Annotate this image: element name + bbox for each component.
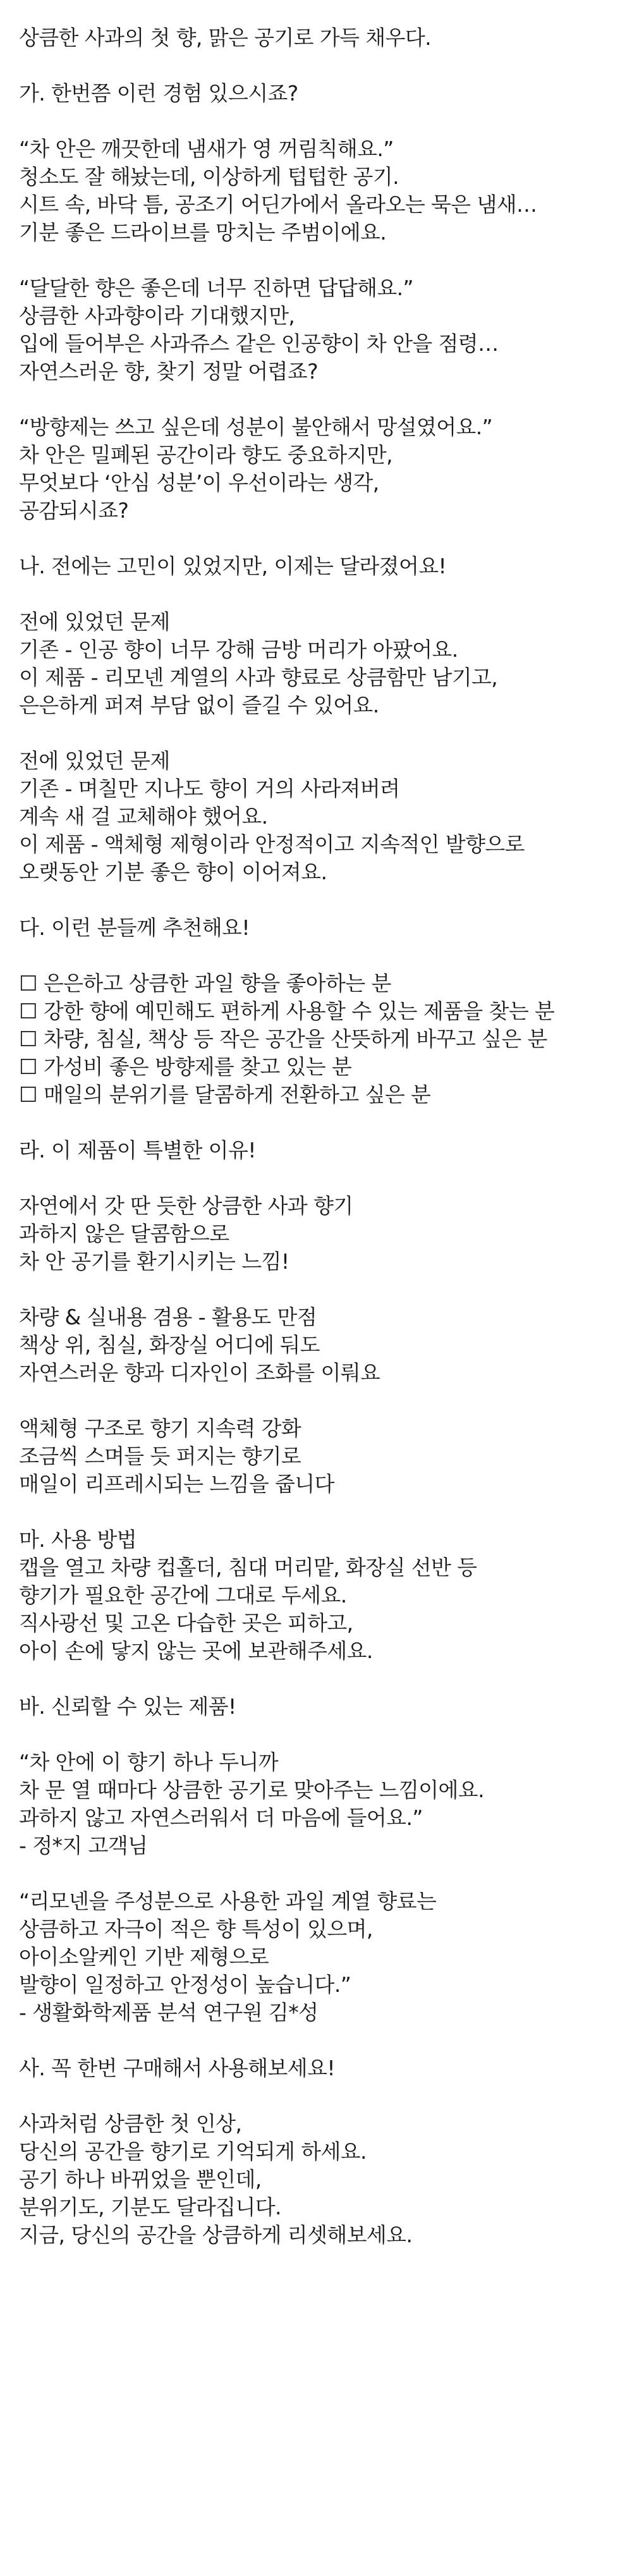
quote-line: 과하지 않고 자연스러워서 더 마음에 들어요.” [19, 1805, 423, 1830]
text-line: 공감되시죠? [19, 498, 129, 523]
text-line: 전에 있었던 문제 [19, 748, 170, 773]
checklist-item: ☐ 은은하고 상큼한 과일 향을 좋아하는 분 [19, 971, 391, 996]
section-heading-text: 나. 전에는 고민이 있었지만, 이제는 달라졌어요! [19, 554, 447, 578]
paragraph-gap [19, 107, 626, 135]
text-line: 매일이 리프레시되는 느낌을 줍니다 [19, 1472, 334, 1496]
before-after-duration-paragraph [19, 747, 626, 886]
quote-line: “달달한 향은 좋은데 너무 진하면 답답해요.” [19, 276, 414, 300]
text-line: 아이 손에 닿지 않는 곳에 보관해주세요. [19, 1639, 373, 1663]
section-heading-text: 바. 신뢰할 수 있는 제품! [19, 1694, 236, 1719]
recommendation-checklist [19, 970, 626, 1109]
text-line: 오랫동안 기분 좋은 향이 이어져요. [19, 860, 327, 884]
feature-liquid-paragraph [19, 1415, 626, 1498]
text-line: 조금씩 스며들 듯 퍼지는 향기로 [19, 1444, 301, 1468]
text-line: 은은하게 퍼져 부담 없이 즐길 수 있어요. [19, 693, 379, 717]
text-line: 전에 있었던 문제 [19, 609, 170, 634]
paragraph-gap [19, 525, 626, 552]
closing-paragraph [19, 2110, 626, 2249]
paragraph-gap [19, 1498, 626, 1526]
checklist-item: ☐ 가성비 좋은 방향제를 찾고 있는 분 [19, 1054, 352, 1079]
section-heading-text: 다. 이런 분들께 추천해요! [19, 915, 250, 940]
text-line: 차량 & 실내용 겸용 - 활용도 만점 [19, 1305, 317, 1329]
problem-safety-paragraph [19, 413, 626, 525]
before-after-scent-paragraph [19, 608, 626, 719]
paragraph-gap [19, 1665, 626, 1693]
quote-attribution: - 생활화학제품 분석 연구원 김*성 [19, 2000, 319, 2025]
text-line: 차 안 공기를 환기시키는 느낌! [19, 1249, 289, 1274]
section-sa-heading [19, 2054, 626, 2082]
text-line: 자연스러운 향, 찾기 정말 어렵죠? [19, 359, 318, 384]
paragraph-gap [19, 1276, 626, 1303]
product-description-document [19, 24, 626, 2249]
text-line: 무엇보다 ‘안심 성분’이 우선이라는 생각, [19, 470, 379, 495]
paragraph-gap [19, 1860, 626, 1888]
quote-line: 발향이 일정하고 안정성이 높습니다.” [19, 1972, 351, 1997]
text-line: 이 제품 - 리모넨 계열의 사과 향료로 상큼함만 남기고, [19, 665, 498, 690]
text-line: 자연에서 갓 딴 듯한 상큼한 사과 향기 [19, 1193, 353, 1218]
section-heading-text: 가. 한번쯤 이런 경험 있으시죠? [19, 81, 298, 106]
text-line: 계속 새 걸 교체해야 했어요. [19, 804, 268, 829]
section-da-heading [19, 914, 626, 942]
paragraph-gap [19, 580, 626, 608]
text-line: 지금, 당신의 공간을 상큼하게 리셋해보세요. [19, 2223, 413, 2247]
paragraph-gap [19, 52, 626, 80]
text-line: 이 제품 - 액체형 제형이라 안정적이고 지속적인 발향으로 [19, 832, 525, 857]
text-line: 과하지 않은 달콤함으로 [19, 1221, 229, 1246]
section-heading-text: 사. 꼭 한번 구매해서 사용해보세요! [19, 2056, 335, 2080]
headline-text: 상큼한 사과의 첫 향, 맑은 공기로 가득 채우다. [19, 25, 432, 50]
checklist-item: ☐ 강한 향에 예민해도 편하게 사용할 수 있는 제품을 찾는 분 [19, 999, 555, 1023]
quote-line: “차 안에 이 향기 하나 두니까 [19, 1750, 279, 1774]
checklist-item: ☐ 매일의 분위기를 달콤하게 전환하고 싶은 분 [19, 1082, 431, 1107]
quote-line: 상큼하고 자극이 적은 향 특성이 있으며, [19, 1917, 373, 1941]
customer-review-quote [19, 1749, 626, 1860]
paragraph-gap [19, 1387, 626, 1415]
paragraph-gap [19, 942, 626, 970]
quote-line: 차 문 열 때마다 상큼한 공기로 맞아주는 느낌이에요. [19, 1778, 484, 1802]
paragraph-gap [19, 2082, 626, 2110]
text-line: 시트 속, 바닥 틈, 공조기 어딘가에서 올라오는 묵은 냄새… [19, 192, 537, 217]
section-heading-text: 라. 이 제품이 특별한 이유! [19, 1138, 256, 1163]
text-line: 캡을 열고 차량 컵홀더, 침대 머리맡, 화장실 선반 등 [19, 1555, 477, 1580]
text-line: 분위기도, 기분도 달라집니다. [19, 2195, 281, 2219]
paragraph-gap [19, 1109, 626, 1137]
quote-line: “리모넨을 주성분으로 사용한 과일 계열 향료는 [19, 1889, 437, 1914]
text-line: 책상 위, 침실, 화장실 어디에 둬도 [19, 1333, 320, 1357]
checklist-item: ☐ 차량, 침실, 책상 등 작은 공간을 산뜻하게 바꾸고 싶은 분 [19, 1027, 547, 1051]
feature-natural-scent-paragraph [19, 1192, 626, 1276]
text-line: 직사광선 및 고온 다습한 곳은 피하고, [19, 1611, 353, 1635]
section-ra-heading [19, 1137, 626, 1164]
section-ma-usage [19, 1526, 626, 1665]
text-line: 차 안은 밀폐된 공간이라 향도 중요하지만, [19, 443, 393, 467]
paragraph-gap [19, 386, 626, 413]
quote-line: “방향제는 쓰고 싶은데 성분이 불안해서 망설였어요.” [19, 415, 493, 439]
problem-scent-paragraph [19, 274, 626, 386]
section-ga-heading [19, 80, 626, 107]
text-line: 향기가 필요한 공간에 그대로 두세요. [19, 1583, 347, 1608]
quote-attribution: - 정*지 고객님 [19, 1833, 148, 1858]
researcher-quote [19, 1888, 626, 2027]
problem-odor-paragraph [19, 135, 626, 247]
paragraph-gap [19, 2027, 626, 2054]
text-line: 기존 - 인공 향이 너무 강해 금방 머리가 아팠어요. [19, 637, 458, 662]
quote-line: 아이소알케인 기반 제형으로 [19, 1944, 269, 1969]
text-line: 청소도 잘 해놨는데, 이상하게 텁텁한 공기. [19, 164, 399, 189]
text-line: 자연스러운 향과 디자인이 조화를 이뤄요 [19, 1360, 380, 1385]
text-line: 당신의 공간을 향기로 기억되게 하세요. [19, 2139, 367, 2164]
headline [19, 24, 626, 52]
text-line: 사과처럼 상큼한 첫 인상, [19, 2111, 242, 2136]
text-line: 상큼한 사과향이라 기대했지만, [19, 303, 295, 328]
quote-line: “차 안은 깨끗한데 냄새가 영 꺼림칙해요.” [19, 137, 394, 161]
text-line: 액체형 구조로 향기 지속력 강화 [19, 1416, 301, 1441]
text-line: 공기 하나 바뀌었을 뿐인데, [19, 2167, 262, 2192]
section-heading-text: 마. 사용 방법 [19, 1527, 137, 1552]
paragraph-gap [19, 1721, 626, 1749]
feature-versatile-paragraph [19, 1303, 626, 1387]
section-na-heading [19, 552, 626, 580]
paragraph-gap [19, 247, 626, 274]
paragraph-gap [19, 1164, 626, 1192]
paragraph-gap [19, 886, 626, 914]
section-ba-heading [19, 1693, 626, 1721]
paragraph-gap [19, 719, 626, 747]
text-line: 기존 - 며칠만 지나도 향이 거의 사라져버려 [19, 776, 400, 801]
text-line: 입에 들어부은 사과쥬스 같은 인공향이 차 안을 점령… [19, 331, 499, 356]
text-line: 기분 좋은 드라이브를 망치는 주범이에요. [19, 220, 387, 245]
